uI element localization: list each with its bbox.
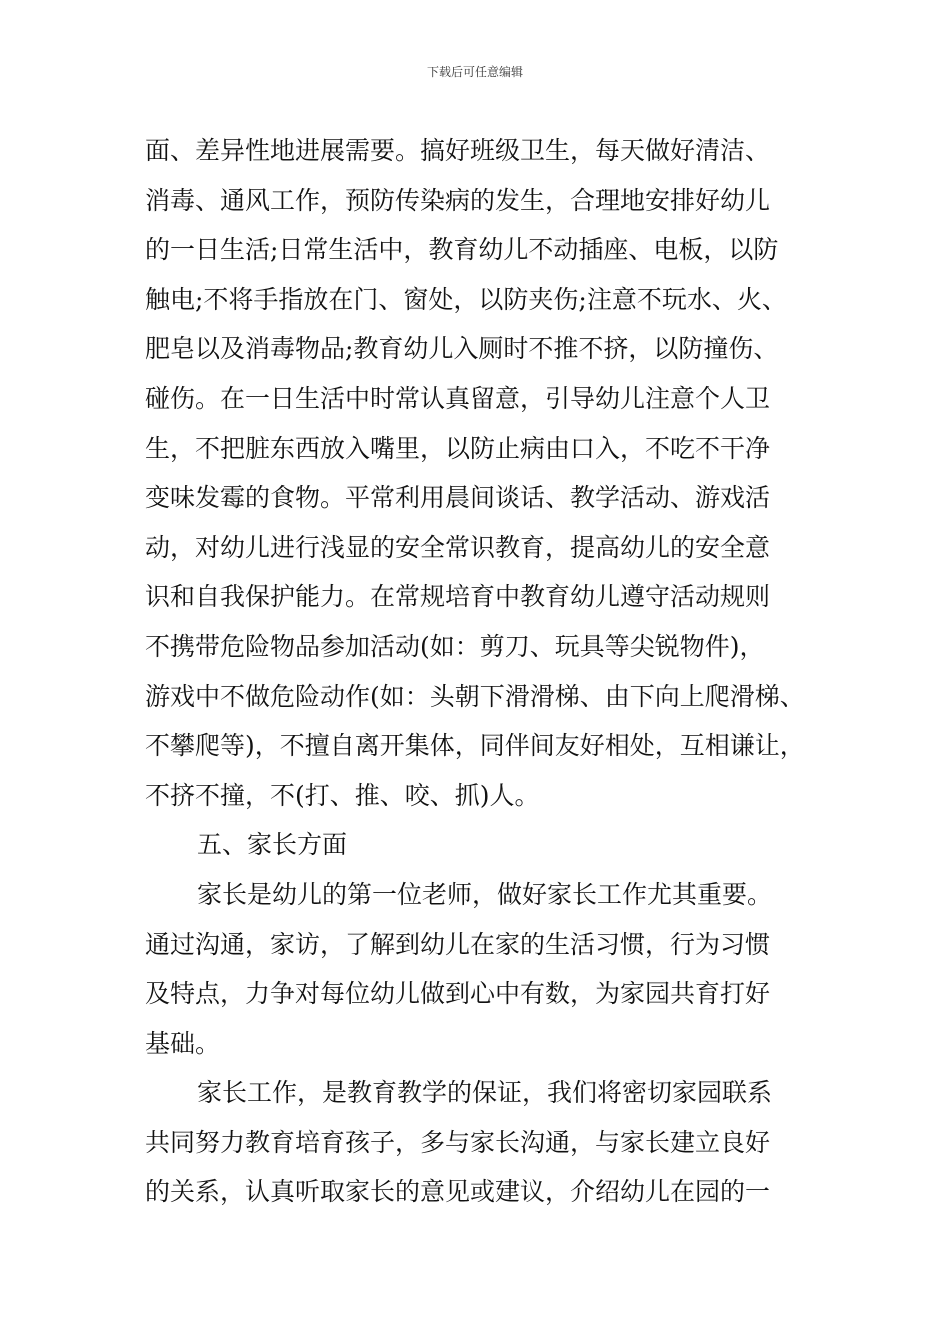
paragraph-line: 动，对幼儿进行浅显的安全常识教育，提高幼儿的安全意 xyxy=(145,532,771,562)
paragraph-line: 不挤不撞，不(打、推、咬、抓)人。 xyxy=(145,780,540,810)
paragraph-line: 家长是幼儿的第一位老师，做好家长工作尤其重要。 xyxy=(197,879,773,909)
paragraph-line: 的关系，认真听取家长的意见或建议，介绍幼儿在园的一 xyxy=(145,1177,771,1207)
paragraph-line: 消毒、通风工作，预防传染病的发生，合理地安排好幼儿 xyxy=(145,185,771,215)
paragraph-line: 游戏中不做危险动作(如：头朝下滑滑梯、由下向上爬滑梯、 xyxy=(145,681,805,711)
paragraph-line: 生，不把脏东西放入嘴里，以防止病由口入，不吃不干净 xyxy=(145,433,771,463)
section-heading: 五、家长方面 xyxy=(197,830,348,860)
paragraph-line: 通过沟通，家访，了解到幼儿在家的生活习惯，行为习惯 xyxy=(145,929,771,959)
paragraph-line: 碰伤。在一日生活中时常认真留意，引导幼儿注意个人卫 xyxy=(145,383,771,413)
page-header: 下载后可任意编辑 xyxy=(426,65,523,79)
paragraph-line: 的一日生活;日常生活中，教育幼儿不动插座、电板，以防 xyxy=(145,235,779,265)
paragraph-line: 共同努力教育培育孩子，多与家长沟通，与家长建立良好 xyxy=(145,1127,771,1157)
paragraph-line: 不攀爬等)，不擅自离开集体，同伴间友好相处，互相谦让， xyxy=(145,731,805,761)
paragraph-line: 家长工作，是教育教学的保证，我们将密切家园联系 xyxy=(197,1078,773,1108)
paragraph-line: 面、差异性地进展需要。搞好班级卫生，每天做好清洁、 xyxy=(145,136,771,165)
paragraph-line: 肥皂以及消毒物品;教育幼儿入厕时不推不挤，以防撞伤、 xyxy=(145,334,779,364)
paragraph-line: 识和自我保护能力。在常规培育中教育幼儿遵守活动规则 xyxy=(145,582,771,612)
paragraph-line: 及特点，力争对每位幼儿做到心中有数，为家园共育打好 xyxy=(145,979,771,1009)
paragraph-line: 变味发霉的食物。平常利用晨间谈话、教学活动、游戏活 xyxy=(145,483,771,513)
paragraph-line: 基础。 xyxy=(145,1028,221,1058)
paragraph-line: 不携带危险物品参加活动(如：剪刀、玩具等尖锐物件)， xyxy=(145,631,765,661)
paragraph-line: 触电;不将手指放在门、窗处，以防夹伤;注意不玩水、火、 xyxy=(145,284,787,314)
document-body xyxy=(145,126,835,1217)
